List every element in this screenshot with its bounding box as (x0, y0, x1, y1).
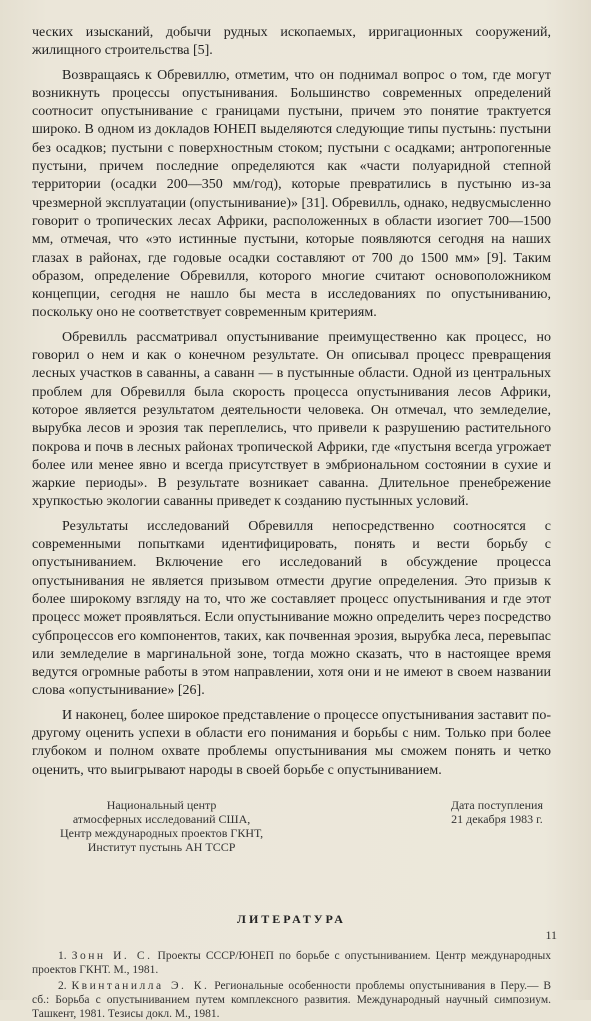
received-label: Дата поступления (450, 797, 543, 812)
reference-text: Региональные особенности проблемы опустынивания в Перу.— В сб.: Борьба с опустыниванием путем комплексного развития. Международный научный симпозиум. Ташкент, 1981. Тезисы докл. М., 1981. (32, 979, 551, 1020)
affiliation-line: Национальный центр (106, 797, 217, 812)
reference-author: Квинтанилла Э. К. (71, 979, 210, 992)
paragraph: Обревилль рассматривал опустынивание преимущественно как процесс, но говорил о нем и как о конечном результате. Он описывал процесс превращения лесных участков в саванны, а саванн — в пустынные области. Одной из центральных проблем для Обревилля была скорость процесса опустынивания лесов Африки, которое является результатом деятельности человека. Он отмечал, что земледелие, вырубка лесов и эрозия так переплелись, что привели к разрушению растительного покрова и почв в лесных районах тропической Африки, где «пустыня всегда угрожает более или менее явно и всегда присутствует в эмбриональном состоянии в сухие и жаркие периоды». В результате возникает саванна. Длительное пренебрежение хрупкостью экологии саванны приведет к созданию пустынных условий. (32, 329, 551, 510)
literature-heading: ЛИТЕРАТУРА (237, 911, 346, 926)
paragraph: Результаты исследований Обревилля непосредственно соотносятся с современными попытками идентифицировать, понять и вести борьбу с опустыниванием. Включение его исследований в обсуждение процесса опустынивания не является призывом отмести другие определения. Это призыв к более широкому взгляду на то, что же составляет процесс опустынивания и где этот процесс может проявляться. Если опустынивание можно определить через посредство субпроцессов его компонентов, таких, как почвенная эрозия, вырубка леса, перевыпас или земледелие в маргинальной зоне, тогда можно сказать, что в настоящее время ведутся огромные работы в этом направлении, хотя они и не имеют в своем названии слова «опустынивание» [26]. (32, 518, 551, 699)
paragraph-continuation: ческих изысканий, добычи рудных ископаемых, ирригационных сооружений, жилищного строительства [5]. (32, 25, 551, 59)
literature-list (32, 949, 551, 1021)
reference-text: Проекты СССР/ЮНЕП по борьбе с опустыниванием. Центр международных проектов ГКНТ. М., 1981. (32, 949, 551, 976)
affiliation-line: Институт пустынь АН ТССР (87, 839, 236, 854)
affiliation-line: Центр международных проектов ГКНТ, (60, 825, 264, 840)
signature-block (32, 798, 551, 854)
article-body (32, 24, 551, 780)
received-date (451, 798, 551, 854)
received-value: 21 декабря 1983 г. (451, 811, 543, 826)
reference-author: Зонн И. С. (71, 949, 153, 962)
affiliation-line: атмосферных исследований США, (72, 811, 251, 826)
reference-number: 2. (58, 979, 67, 992)
paragraph: И наконец, более широкое представление о процессе опустынивания заставит по-другому оценить успехи в области его понимания и борьбы с ним. Только при более глубоком и полном охвате проблемы опустынивания мы сможем понять и четко оценить, что выигрывают народы в своей борьбе с опустыниванием. (32, 707, 551, 778)
paragraph: Возвращаясь к Обревиллю, отметим, что он поднимал вопрос о том, где могут возникнуть процессы опустынивания. Большинство современных определений соотносит опустынивание с границами пустыни, причем это понятие трактуется широко. В одном из докладов ЮНЕП выделяются следующие типы пустынь: пустыни без осадков; пустыни с поверхностным стоком; пустыни с осадками; антропогенные пустыни, причем последние определяются как «части полуаридной степной территории (осадки 200—350 мм/год), которые превратились в пустыню из-за чрезмерной эксплуатации (опустынивание)» [31]. Обревилль, однако, недвусмысленно говорит о тропических лесах Африки, расположенных в области изогиет 700—1500 мм, отмечая, что «это истинные пустыни, которые появляются сегодня на наших глазах в районах, где годовые осадки составляют от 700 до 1500 мм» [9]. Таким образом, определение Обревилля, которого многие считают основоположником концепции, сегодня не нашло бы места в исследованиях по опустыниванию, поскольку оно не соответствует современным критериям. (32, 67, 551, 321)
affiliation (32, 798, 263, 854)
page-number: 11 (545, 928, 557, 942)
reference-item (32, 949, 551, 977)
reference-number: 1. (58, 949, 67, 962)
